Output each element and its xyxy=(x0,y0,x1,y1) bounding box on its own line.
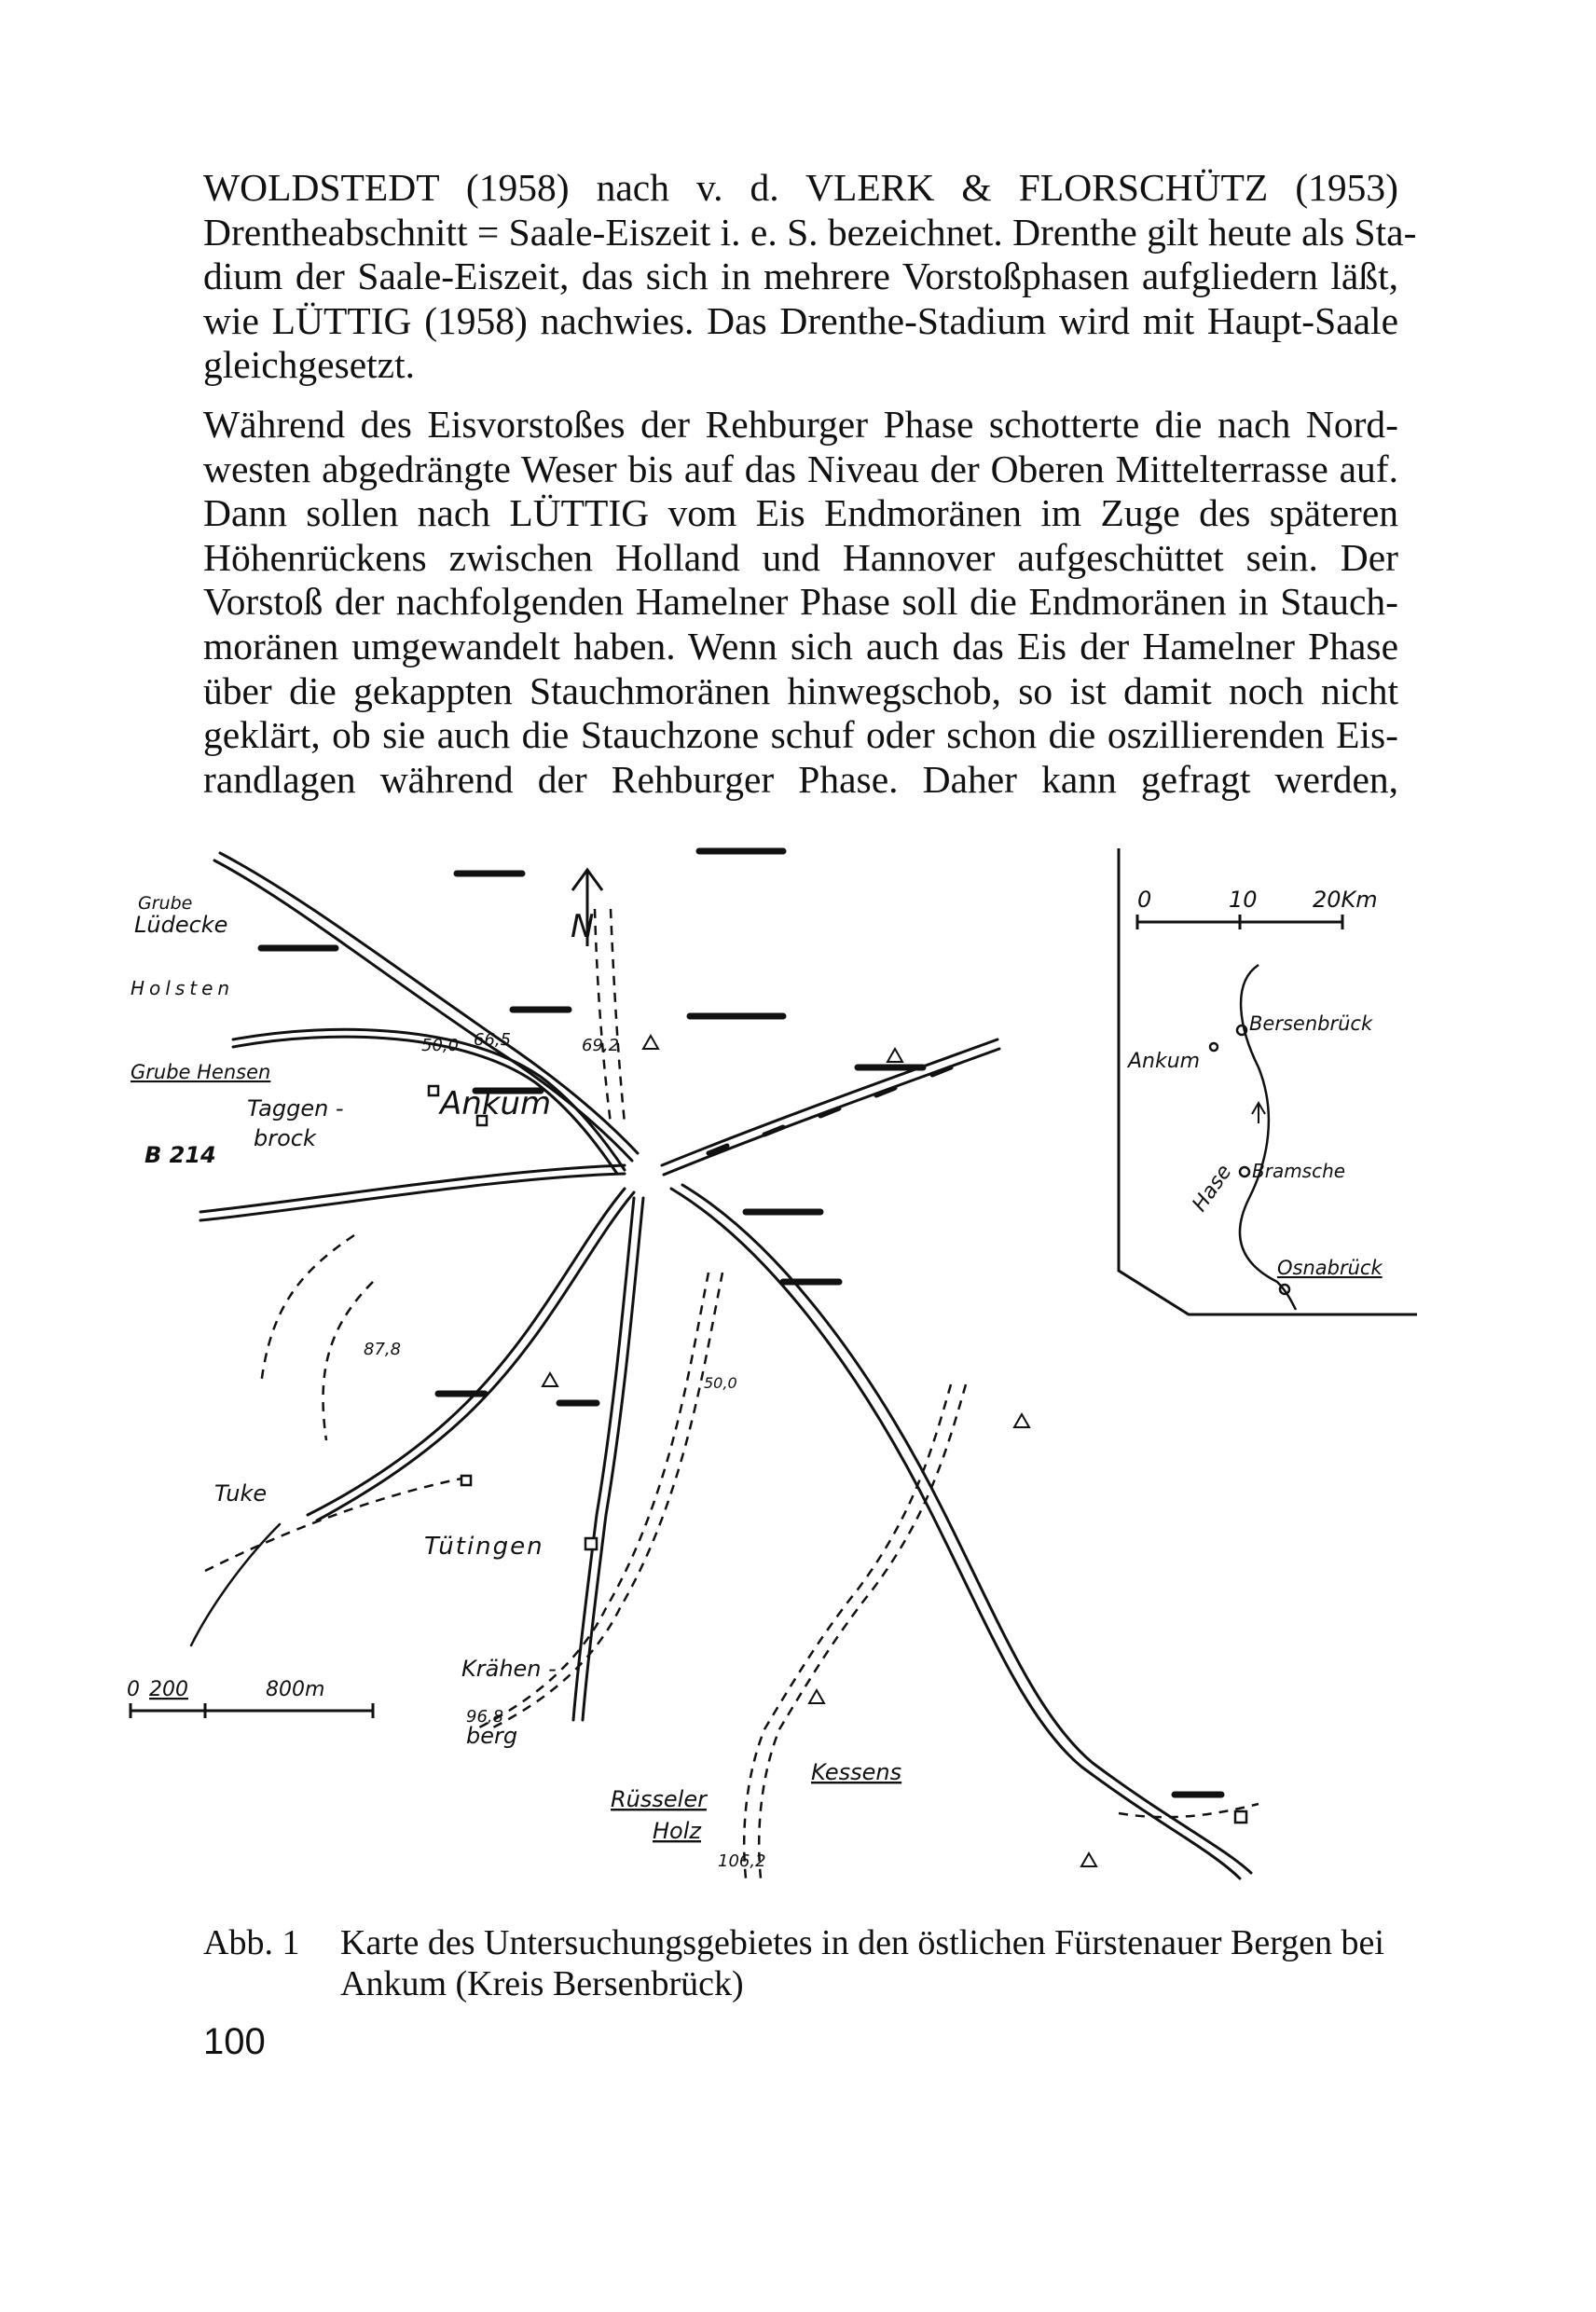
map-svg xyxy=(127,844,1417,1888)
inset-label-hase: Hase xyxy=(1188,1161,1237,1217)
inset-scale-label: 20Km xyxy=(1313,887,1378,913)
elevation-label: 50,0 xyxy=(704,1374,737,1392)
inset-map xyxy=(1119,848,1417,1314)
text-line: Dann sollen nach LÜTTIG vom Eis Endmoränen im Zuge des späteren xyxy=(203,491,1398,535)
elevation-triangle xyxy=(809,1690,824,1703)
label-ruesseler-holz: Rüsseler xyxy=(611,1786,707,1812)
inset-label-bersenbrueck: Bersenbrück xyxy=(1249,1012,1373,1035)
label-b214: B 214 xyxy=(144,1142,216,1168)
label-ruesseler-holz: Holz xyxy=(653,1818,701,1844)
label-grube-luedecke: Grube xyxy=(138,893,193,914)
paragraph-1 xyxy=(203,166,1417,388)
road-b214 xyxy=(200,1165,625,1212)
elevation-label: 50,0 xyxy=(421,1036,460,1055)
label-holsten: Holsten xyxy=(131,977,235,999)
text-line: moränen umgewandelt haben. Wenn sich auch das Eis der Hamelner Phase xyxy=(203,624,1398,667)
text-line: wie LÜTTIG (1958) nachwies. Das Drenthe-Stadium wird mit Haupt-Saale xyxy=(203,298,1398,342)
inset-label-ankum: Ankum xyxy=(1128,1050,1201,1073)
road-south-edge xyxy=(583,1198,643,1720)
path-dashed xyxy=(261,1235,354,1384)
label-tuetingen: Tütingen xyxy=(424,1533,544,1561)
path-dashed xyxy=(759,1384,966,1878)
path-dashed xyxy=(611,909,625,1123)
settlement-square xyxy=(1235,1811,1246,1823)
text-line: Während des Eisvorstoßes der Rehburger Phase schotterte die nach Nord- xyxy=(203,403,1398,446)
label-grube-hensen: Grube Hensen xyxy=(131,1061,271,1083)
inset-scale-bar xyxy=(1137,915,1342,929)
road-southwest xyxy=(308,1189,625,1515)
road-south xyxy=(573,1198,634,1720)
elevation-label: 69,2 xyxy=(582,1036,620,1055)
text-line: WOLDSTEDT (1958) nach v. d. VLERK & FLORSCHÜTZ (1953) xyxy=(203,166,1398,209)
paragraph-2 xyxy=(203,403,1398,802)
text-line: Höhenrückens zwischen Holland und Hannover aufgeschüttet sein. Der xyxy=(203,535,1398,579)
road-b214-edge xyxy=(200,1174,625,1220)
figure-caption-text: Karte des Untersuchungsgebietes in den östlichen Fürstenauer Bergen bei Ankum (Kreis Bersenbrück) xyxy=(340,1923,1384,2003)
inset-scale-label: 10 xyxy=(1229,887,1258,913)
elevation-triangle xyxy=(887,1049,902,1062)
path-dashed xyxy=(595,909,611,1123)
elevation-label: 87,8 xyxy=(364,1340,402,1359)
map-figure xyxy=(127,844,1417,1888)
north-label: N xyxy=(571,908,595,945)
road-east xyxy=(662,1039,998,1165)
label-kraehenberg: berg xyxy=(466,1723,518,1749)
text-line: geklärt, ob sie auch die Stauchzone schuf oder schon die oszillierenden Eis- xyxy=(203,713,1398,757)
inset-scale-label: 0 xyxy=(1137,887,1152,913)
scale-label: 0 xyxy=(127,1678,140,1701)
label-ankum: Ankum xyxy=(440,1085,552,1122)
city-marker xyxy=(1210,1043,1218,1051)
label-kessens: Kessens xyxy=(811,1759,902,1785)
path-dashed xyxy=(744,1384,951,1878)
scale-label: 200 xyxy=(149,1678,188,1701)
elevation-label: 96,8 xyxy=(466,1707,504,1727)
elevation-triangle xyxy=(1081,1853,1096,1866)
settlement-square xyxy=(429,1086,438,1095)
label-tuke: Tuke xyxy=(214,1480,268,1507)
inset-frame xyxy=(1119,848,1417,1314)
inset-label-osnabrueck: Osnabrück xyxy=(1277,1257,1383,1279)
label-kraehenberg: Krähen - xyxy=(461,1656,557,1682)
text-line: Vorstoß der nachfolgenden Hamelner Phase soll die Endmoränen in Stauch- xyxy=(203,580,1398,624)
text-line: westen abgedrängte Weser bis auf das Niveau der Oberen Mittelterrasse auf. xyxy=(203,447,1398,490)
elevation-label: 66,5 xyxy=(474,1030,512,1050)
text-line: gleichgesetzt. xyxy=(203,343,415,387)
path-dashed xyxy=(323,1282,373,1440)
label-grube-luedecke: Lüdecke xyxy=(134,912,228,938)
settlement-square xyxy=(461,1476,471,1485)
flow-arrow-icon xyxy=(1252,1103,1265,1123)
elevation-triangle xyxy=(1014,1414,1029,1427)
text-line: randlagen während der Rehburger Phase. Daher kann gefragt werden, xyxy=(203,757,1398,801)
label-taggenbrock: Taggen - xyxy=(247,1095,344,1122)
city-marker xyxy=(1240,1167,1249,1177)
scale-label: 800m xyxy=(266,1678,325,1701)
text-line: dium der Saale-Eiszeit, das sich in mehrere Vorstoßphasen aufgliedern läßt, xyxy=(203,255,1398,298)
text-line: über die gekappten Stauchmoränen hinwegschob, so ist damit noch nicht xyxy=(203,668,1398,712)
elevation-label: 106,2 xyxy=(718,1851,766,1871)
scale-bar xyxy=(131,1703,373,1718)
text-line: Drentheabschnitt = Saale-Eiszeit i. e. S. bezeichnet. Drenthe gilt heute als Sta- xyxy=(203,210,1417,254)
elevation-triangle xyxy=(543,1373,557,1386)
settlement-square xyxy=(585,1538,597,1549)
elevation-triangle xyxy=(643,1036,658,1049)
inset-label-bramsche: Bramsche xyxy=(1252,1160,1346,1182)
page-number: 100 xyxy=(203,2021,266,2062)
label-taggenbrock: brock xyxy=(254,1125,316,1151)
figure-caption-label: Abb. 1 xyxy=(203,1923,300,1962)
